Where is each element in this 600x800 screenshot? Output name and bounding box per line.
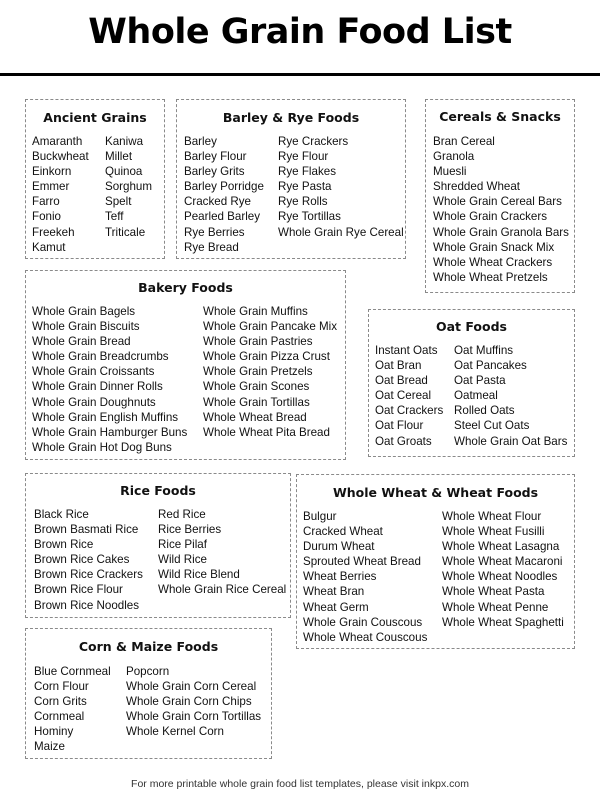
food-item: Wheat Berries bbox=[303, 570, 377, 584]
food-item: Shredded Wheat bbox=[433, 180, 521, 194]
food-item: Whole Wheat Pita Bread bbox=[203, 425, 330, 439]
food-item: Wheat Bran bbox=[303, 585, 365, 599]
section-title: Bakery Foods bbox=[138, 280, 233, 295]
food-item: Whole Grain Corn Cereal bbox=[126, 680, 257, 694]
food-item: Oat Muffins bbox=[454, 344, 514, 357]
footer-note: For more printable whole grain food list templates, please visit inkpx.com bbox=[131, 778, 469, 790]
food-item: Muesli bbox=[433, 165, 467, 179]
section-cereals-snacks bbox=[425, 99, 575, 293]
food-item: Freekeh bbox=[32, 225, 75, 239]
food-item: Whole Wheat Fusilli bbox=[442, 525, 545, 539]
food-item: Whole Grain Snack Mix bbox=[433, 240, 555, 254]
section-title: Whole Wheat & Wheat Foods bbox=[332, 485, 539, 500]
food-item: Instant Oats bbox=[375, 344, 438, 357]
food-item: Whole Wheat Macaroni bbox=[442, 555, 563, 569]
food-item: Rice Berries bbox=[158, 523, 222, 537]
food-item: Millet bbox=[105, 150, 133, 164]
food-item: Whole Grain Pretzels bbox=[203, 365, 313, 379]
food-item: Whole Grain Corn Tortillas bbox=[126, 710, 262, 724]
food-list-column bbox=[32, 304, 203, 455]
food-item: Whole Grain Bagels bbox=[32, 305, 136, 318]
food-item: Oat Crackers bbox=[375, 404, 444, 418]
food-item: Whole Grain Hot Dog Buns bbox=[32, 440, 172, 454]
food-list-column bbox=[303, 509, 442, 645]
food-item: Hominy bbox=[34, 725, 74, 739]
food-item: Einkorn bbox=[32, 165, 72, 179]
page-title: Whole Grain Food List bbox=[88, 12, 512, 52]
section-title: Ancient Grains bbox=[43, 110, 147, 125]
food-item: Barley Grits bbox=[184, 165, 245, 179]
section-title: Rice Foods bbox=[120, 483, 196, 498]
food-item: Spelt bbox=[105, 195, 132, 209]
food-item: Maize bbox=[34, 740, 65, 754]
food-item: Whole Grain Crackers bbox=[433, 210, 548, 224]
food-item: Corn Flour bbox=[34, 680, 89, 694]
food-item: Cracked Rye bbox=[184, 195, 252, 209]
food-list-column bbox=[433, 134, 569, 285]
food-item: Whole Wheat Couscous bbox=[303, 630, 428, 644]
food-item: Whole Grain Pizza Crust bbox=[203, 350, 330, 364]
food-item: Barley Porridge bbox=[184, 180, 264, 194]
food-item: Whole Grain Dinner Rolls bbox=[32, 380, 163, 394]
food-item: Whole Wheat Flour bbox=[442, 510, 542, 523]
food-item: Oat Pasta bbox=[454, 374, 506, 388]
food-item: Whole Grain Cereal Bars bbox=[433, 195, 562, 209]
food-item: Wild Rice Blend bbox=[158, 568, 240, 582]
food-item: Brown Rice Crackers bbox=[34, 568, 143, 582]
food-item: Brown Rice Noodles bbox=[34, 598, 140, 612]
food-item: Triticale bbox=[105, 225, 146, 239]
food-item: Whole Grain Hamburger Buns bbox=[32, 425, 188, 439]
food-item: Whole Wheat Bread bbox=[203, 410, 307, 424]
food-item: Kamut bbox=[32, 240, 66, 254]
food-item: Quinoa bbox=[105, 165, 143, 179]
food-item: Wild Rice bbox=[158, 553, 207, 567]
food-item: Red Rice bbox=[158, 508, 206, 521]
food-item: Steel Cut Oats bbox=[454, 419, 530, 433]
food-item: Whole Grain Granola Bars bbox=[433, 225, 569, 239]
food-item: Rye Tortillas bbox=[278, 210, 341, 224]
food-item: Whole Wheat Penne bbox=[442, 600, 549, 614]
food-list-column bbox=[34, 507, 158, 613]
food-list-column bbox=[126, 664, 261, 755]
food-item: Amaranth bbox=[32, 135, 83, 148]
food-list-column bbox=[278, 134, 404, 255]
section-rice-foods bbox=[25, 473, 291, 618]
food-list-column bbox=[105, 134, 152, 255]
food-item: Teff bbox=[105, 210, 124, 224]
food-item: Whole Grain Croissants bbox=[32, 365, 155, 379]
food-item: Whole Wheat Spaghetti bbox=[442, 615, 564, 629]
food-item: Whole Grain Muffins bbox=[203, 305, 308, 318]
food-item: Brown Rice bbox=[34, 538, 94, 552]
food-item: Whole Grain Corn Chips bbox=[126, 695, 252, 709]
food-item: Rye Flakes bbox=[278, 165, 336, 179]
food-item: Brown Basmati Rice bbox=[34, 523, 139, 537]
food-item: Whole Grain Scones bbox=[203, 380, 310, 394]
food-item: Whole Grain Couscous bbox=[303, 615, 423, 629]
section-bakery-foods bbox=[25, 270, 346, 460]
food-item: Cornmeal bbox=[34, 710, 85, 724]
food-item: Brown Rice Cakes bbox=[34, 553, 130, 567]
food-item: Whole Grain Bread bbox=[32, 335, 131, 349]
food-item: Whole Grain Pancake Mix bbox=[203, 320, 338, 334]
food-item: Whole Grain Breadcrumbs bbox=[32, 350, 169, 364]
food-item: Oat Groats bbox=[375, 434, 432, 448]
food-item: Whole Wheat Crackers bbox=[433, 255, 553, 269]
food-item: Cracked Wheat bbox=[303, 525, 383, 539]
food-item: Whole Grain Rice Cereal bbox=[158, 583, 287, 597]
food-item: Emmer bbox=[32, 180, 70, 194]
food-list-column bbox=[442, 509, 564, 645]
food-item: Whole Grain Biscuits bbox=[32, 320, 140, 334]
food-item: Durum Wheat bbox=[303, 540, 375, 554]
food-item: Sprouted Wheat Bread bbox=[303, 555, 421, 569]
food-list-column bbox=[184, 134, 278, 255]
food-item: Rolled Oats bbox=[454, 404, 515, 418]
food-item: Oat Bran bbox=[375, 359, 422, 373]
food-item: Whole Grain Oat Bars bbox=[454, 434, 568, 448]
section-barley-rye-foods bbox=[176, 99, 406, 259]
food-item: Buckwheat bbox=[32, 150, 89, 164]
food-item: Oat Bread bbox=[375, 374, 428, 388]
title-divider bbox=[0, 73, 600, 76]
food-list-column bbox=[158, 507, 286, 613]
food-item: Oat Cereal bbox=[375, 389, 432, 403]
food-item: Farro bbox=[32, 195, 60, 209]
food-item: Blue Cornmeal bbox=[34, 665, 111, 678]
food-item: Whole Grain English Muffins bbox=[32, 410, 179, 424]
food-item: Barley bbox=[184, 135, 217, 148]
food-item: Fonio bbox=[32, 210, 62, 224]
food-item: Oat Pancakes bbox=[454, 359, 527, 373]
food-item: Whole Grain Tortillas bbox=[203, 395, 310, 409]
food-item: Granola bbox=[433, 150, 475, 164]
food-item: Oat Flour bbox=[375, 419, 424, 433]
section-ancient-grains bbox=[25, 99, 165, 259]
food-item: Whole Wheat Pasta bbox=[442, 585, 545, 599]
section-title: Corn & Maize Foods bbox=[78, 639, 219, 654]
food-item: Rye Rolls bbox=[278, 195, 328, 209]
food-list-column bbox=[375, 343, 454, 449]
food-item: Kaniwa bbox=[105, 135, 144, 148]
section-whole-wheat-foods bbox=[296, 474, 575, 649]
food-item: Rye Bread bbox=[184, 240, 239, 254]
section-title: Cereals & Snacks bbox=[439, 109, 561, 124]
food-list-column bbox=[203, 304, 337, 455]
food-item: Rye Flour bbox=[278, 150, 329, 164]
food-item: Black Rice bbox=[34, 508, 89, 521]
food-item: Corn Grits bbox=[34, 695, 87, 709]
food-item: Sorghum bbox=[105, 180, 153, 194]
food-item: Rye Berries bbox=[184, 225, 245, 239]
food-item: Whole Grain Pastries bbox=[203, 335, 313, 349]
food-item: Rye Pasta bbox=[278, 180, 332, 194]
food-list-column bbox=[454, 343, 567, 449]
food-item: Brown Rice Flour bbox=[34, 583, 123, 597]
food-item: Oatmeal bbox=[454, 389, 498, 403]
section-title: Oat Foods bbox=[436, 319, 507, 334]
food-item: Pearled Barley bbox=[184, 210, 261, 224]
food-item: Rye Crackers bbox=[278, 135, 349, 148]
food-item: Whole Kernel Corn bbox=[126, 725, 224, 739]
food-item: Bran Cereal bbox=[433, 135, 495, 148]
food-item: Whole Wheat Lasagna bbox=[442, 540, 560, 554]
food-item: Barley Flour bbox=[184, 150, 247, 164]
food-item: Whole Wheat Pretzels bbox=[433, 270, 548, 284]
food-list-column bbox=[32, 134, 105, 255]
food-item: Whole Grain Doughnuts bbox=[32, 395, 156, 409]
food-item: Whole Grain Rye Cereal bbox=[278, 225, 404, 239]
food-list-column bbox=[34, 664, 126, 755]
section-corn-maize-foods bbox=[25, 628, 272, 759]
food-item: Bulgur bbox=[303, 510, 337, 523]
food-item: Wheat Germ bbox=[303, 600, 369, 614]
section-title: Barley & Rye Foods bbox=[222, 110, 360, 125]
food-item: Rice Pilaf bbox=[158, 538, 207, 552]
food-item: Popcorn bbox=[126, 665, 170, 678]
section-oat-foods bbox=[368, 309, 575, 457]
food-item: Whole Wheat Noodles bbox=[442, 570, 558, 584]
